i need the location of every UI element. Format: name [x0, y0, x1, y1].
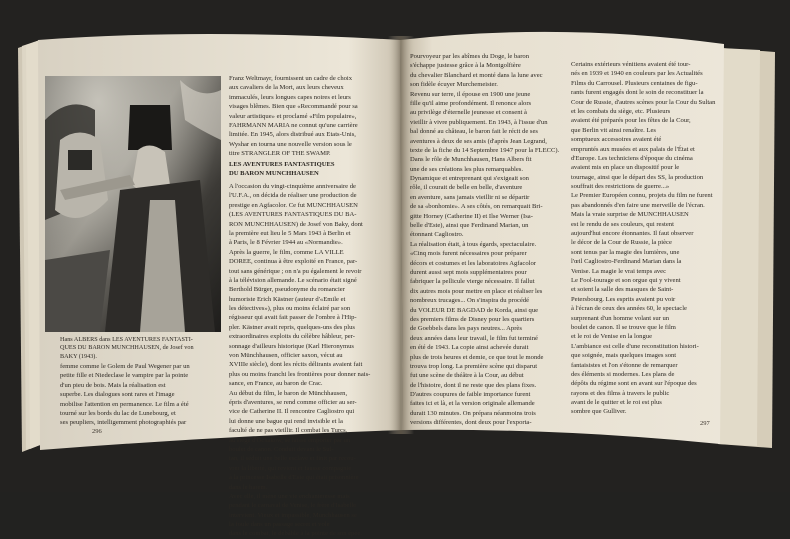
right-column-right: Certains extérieurs vénitiens avaient été tour- nés en 1939 et 1940 en couleurs par les Actualités Films du Carrousel. Plusieurs centaines de figu- rants furent engagés dont le soin de reconstituer la Cour de Russie, d'autres scènes pour la Cour du Sultan et les combats du siège, etc. Plusieurs avaient été préparés pour les fêtes de la Cour, que Berlin vit ainsi renaître. Les somptueux accessoires avaient été empruntés aux musées et aux palais de l'État et d'Europe. Les techniciens d'époque du cinéma avaient mis en place un dispositif pour le tournage, ainsi que le départ des SS, la production souffrait des restrictions de guerre...» Le Premier Européen connu, projets du film ne furent pas abandonnés d'en faire une merveille de l'écran. Mais la vraie surprise de MUNCHHAUSEN est le rendu de ses couleurs, qui restent aujourd'hui encore étonnantes. Il faut observer le décor de la Cour de Russie, la pièce sont tenus par la magie des lumières, une l'œil Cagliostro-Ferdinand Marian dans la Venise. La magie le vrai temps avec Le Fool-tourage et son orgue qui y vivent et soient la salle des masques de Saint- Petersbourg. Les esprits avaient pu voir à l'écran de ceux des années 60, le spectacle surprenant d'un homme volant sur un boulet de canon. Il se trouve que le film et le roi de Venise en la longue L'ambiance est celle d'une reconstitution histori- que soignée, mais quelques images sont fantaisistes et l'on s'étonne de remarquer des éléments si modernes. Les plans de dépôts du régime sont en avant sur l'époque des rayons et des films à travers le public avant de le quitter et le roi est plus sombre que Gulliver. — [571, 61, 716, 416]
photo-caption: Hans ALBERS dans LES AVENTURES FANTASTI- QUES DU BARON MUNCHHAUSEN, de Josef von BAKY (1943). — [60, 336, 194, 360]
left-column-top: Franz Weltmayr, fournissent un cadre de choix aux cavaliers de la Mort, aux leurs cheveux immaculés, leurs longues capes noires et leurs visages blêmes. Bien que «Recommandé pour sa valeur artistique» et proclamé «Film populaire», FAHRMANN MARIA ne connut qu'une carrière limitée. En 1945, alors distribué aux Etats-Unis, Wyshar en tourna une nouvelle version sous le titre STRANGLER OF THE SWAMP. — [229, 75, 358, 158]
left-column-bottom: femme comme le Golem de Paul Wegener par un petite fille et Niedeclase le vampire par la pointe d'un pieu de bois. Mais la réalisation est superbe. Les dialogues sont rares et l'image mobilise l'attention en permanence. Le film a été tourné sur les bords du lac de Lunebourg, et ses peupliers, intelligemment photographiés par — [60, 363, 190, 427]
left-page-number: 296 — [92, 428, 102, 435]
right-column-left: Pourvoyeur par les abîmes du Doge, le baron s'échappe justesse grâce à la Montgolfière du chevalier Blanchard et monté dans la lune avec son fidèle écuyer Murchemeister. Revenu sur terre, il épouse en 1900 une jeune fille qu'il aime profondément. Il renonce alors au privilège d'éternelle jeunesse et consent à vieillir à vivre publiquement. En 1943, à l'issue d'un bal donné au château, le baron fait le récit de ses aventures à deux de ses amis (d'après Jean Legrand, texte de la fiche du 14 Septembre 1947 pour la FLECC). Dans le rôle de Munchhausen, Hans Albers fit une de ses créations les plus remarquables. Dynamique et entreprenant qui s'exigeait son rôle, il courait de belle en belle, d'aventure en aventure, sans jamais vieillir ni se départir de sa «bonhomie». A ses côtés, on remarquait Bri- gitte Horney (Catherine II) et Ilse Werner (Isa- belle d'Este), ainsi que Ferdinand Marian, un étonnant Cagliostro. La réalisation était, à tous égards, spectaculaire. «Cinq mois furent nécessaires pour préparer décors et costumes et les laboratoires Agfacolor durent aussi sept mois supplémentaires pour fabriquer la pellicule vierge nécessaire. Il fallut dix autres mois pour mettre en place et réaliser les nombreux trucages... On s'inspira du procédé du VOLEUR DE BAGDAD de Korda, ainsi que des premiers films de Disney pour les quartiers de Goebbels dans les pays neutres... Après deux années dans leur travail, le film fut terminé en été de 1943. La copie ainsi achevée durait plus de trois heures et demie, ce que tout le monde trouva trop long. La première scène qui disparut fut une scène de théâtre à la Cour, au début de l'histoire, dont il ne reste que des plans fixes. D'autres coupures de faible importance furent faites ici et là, et la version originale allemande durait 130 minutes. On prépara néanmoins trois versions différentes, dont deux pour l'exporta- — [410, 53, 560, 427]
left-column-body: A l'occasion du vingt-cinquième anniversaire de l'U.F.A., on décida de réaliser une production de prestige en Agfacolor. Ce fut MUNCHHAUSEN (LES AVENTURES FANTASTIQUES DU BA- RON MUNCHHAUSEN) de Josef von Baky, dont la première eut lieu le 5 Mars 1943 à Berlin et à Paris, le 8 Février 1944 au «Normandie». Après la guerre, le film, comme LA VILLE DOREE, continua à être exploité en France, par- tout sans générique ; on n'a pu également le revoir à la télévision allemande. Le scénario était signé Berthold Bürger, pseudonyme du romancier humoriste Erich Kästner (auteur d'«Emile et les détectives»), plus ou moins éclairé par son régisseur qui avait fait passer de l'ombre à l'Hip- pler. Kästner avait repris, quelques-uns des plus extraordinaires exploits du célèbre hâbleur, per- sonnage d'ailleurs historique (Karl Hieronymus von Münchhausen, officier saxon, vécut au XVIIIe siècle), dont les récits délirants avaient fait plus ou moins franchi les frontières pour donner nais- sance, en France, au baron de Crac. Au début du film, le baron de Münchhausen, épris d'aventures, se rend comme officier au ser- vice de Catherine II. Il rencontre Cagliostro qui lui donne une bague qui rend invisible et la faculté de ne pas vieillir. Il combat les Turcs, au siège d'Ochakow, se laisse emporter par un boulet de canon. Conduit devant le Sul- tan, il séduit une belle esclave et finit par recou- vrer la liberté, qui revient et fausse compagnie à la princesse Isabelle d'Este qui était prisonnière dans le harem. Avec elle, il mène une vie enchanteresse mais pendant le carnaval de Venise, le frère d'Isabelle intervient. Vieux et impassible, Munchhausen se la foule dans un passage secret et vole dans le combat, le débâble à la pointe de son épée. — [229, 183, 371, 538]
right-page-number: 297 — [700, 420, 710, 427]
section-heading: LES AVENTURES FANTASTIQUES DU BARON MUNCHHAUSEN — [229, 161, 335, 178]
